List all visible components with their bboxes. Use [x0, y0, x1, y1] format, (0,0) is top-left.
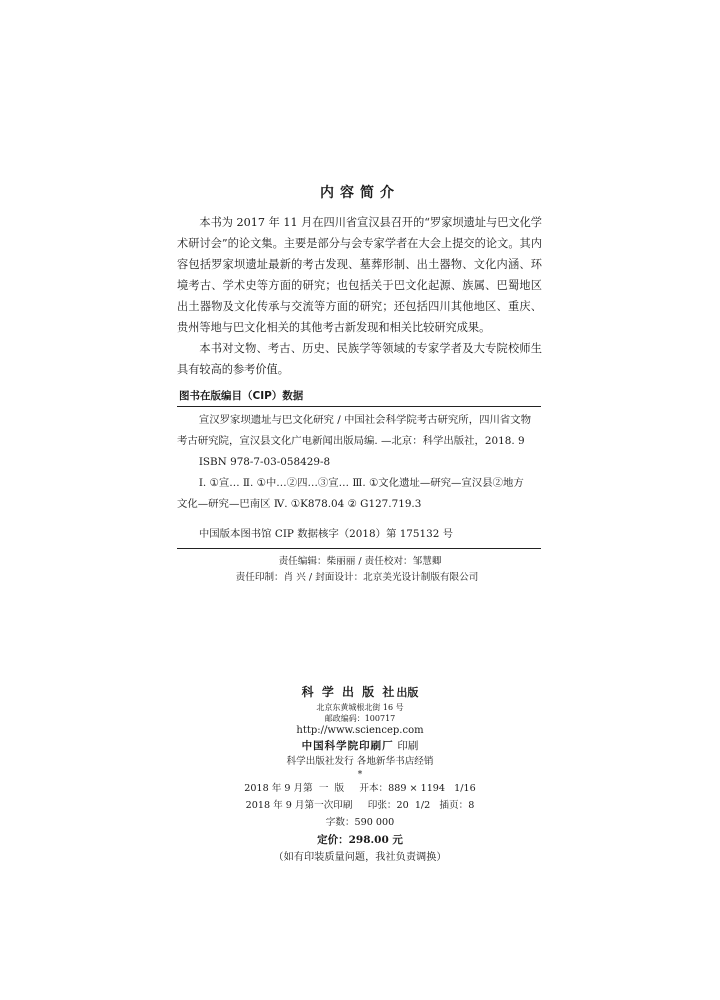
- cip-class-line: Ⅰ. ①宣… Ⅱ. ①中…②四…③宣… Ⅲ. ①文化遗址—研究—宣汉县②地方: [198, 477, 524, 489]
- cip-class-line: 文化—研究—巴南区 Ⅳ. ①K878.04 ② G127.719.3: [177, 498, 422, 510]
- price-label: 定价：: [317, 834, 349, 846]
- divider: [177, 548, 541, 549]
- cip-desc-line: 考古研究院，宣汉县文化广电新闻出版局编. —北京：科学出版社，2018. 9: [177, 435, 525, 447]
- summary-line: 地区出土器物及文化传承与交流等方面的研究；还包括四川其他地区、重: [177, 279, 542, 313]
- edition-spec-line: 2018 年 9 月第 一 版 开本：889 × 1194 1/16: [244, 783, 476, 794]
- separator-star: *: [357, 770, 363, 780]
- cip-heading: 图书在版编目（CIP）数据: [179, 390, 304, 402]
- summary-line: 本书为 2017 年 11 月在四川省宣汉县召开的“罗家坝遗址与巴文化学: [199, 216, 542, 229]
- summary-line: 环境考古、学术史等方面的研究；也包括关于巴文化起源、族属、巴蜀: [177, 258, 542, 292]
- quality-note: （如有印装质量问题，我社负责调换）: [273, 852, 447, 863]
- cip-classification: [177, 473, 541, 515]
- cip-isbn: ISBN 978-7-03-058429-8: [198, 456, 331, 468]
- summary-line: 本书对文物、考古、历史、民族学等领域的专家学者及大专院校师生: [199, 342, 542, 355]
- summary-line: 术研讨会”的论文集。主要是部分与会专家学者在大会上提交的论文。其: [177, 237, 531, 250]
- summary-paragraph-1: [177, 212, 542, 338]
- production-credit: 责任印制：肖 兴 / 封面设计：北京美光设计制版有限公司: [235, 572, 479, 583]
- summary-text: [177, 212, 542, 380]
- publisher-name: [0, 683, 720, 702]
- printer-suffix: 印刷: [397, 740, 419, 752]
- publisher-postcode: 邮政编码：100717: [324, 714, 396, 723]
- publisher-address: 北京东黄城根北街 16 号: [316, 703, 404, 712]
- cip-desc-line: 宣汉罗家坝遗址与巴文化研究 / 中国社会科学院考古研究所，四川省文物: [198, 414, 532, 426]
- price-value: 298.00 元: [348, 834, 403, 846]
- publisher-imprint: [0, 683, 720, 866]
- summary-paragraph-2: [177, 338, 542, 380]
- price: [0, 831, 720, 849]
- summary-title: 内容简介: [320, 185, 400, 201]
- publisher-url: http://www.sciencep.com: [296, 725, 424, 736]
- word-count: 字数：590 000: [325, 817, 395, 828]
- summary-line: 内容包括罗家坝遗址最新的考古发现、墓葬形制、出土器物、文化内涵、: [177, 237, 542, 271]
- publisher-suffix: 出版: [396, 686, 419, 699]
- cip-description: [177, 410, 541, 473]
- publisher-logo-text: 科 学 出 版 社: [301, 685, 397, 699]
- edition-spec-line: 2018 年 9 月第一次印刷 印张：20 1/2 插页：8: [245, 800, 475, 811]
- credits: [0, 554, 720, 586]
- editor-credit: 责任编辑：柴丽丽 / 责任校对：邹慧卿: [278, 556, 442, 567]
- printer-logo-text: 中国科学院印刷厂: [301, 740, 394, 752]
- distribution: 科学出版社发行 各地新华书店经销: [286, 756, 434, 767]
- summary-line: 具有较高的参考价值。: [177, 363, 289, 376]
- printer: [0, 738, 720, 754]
- cip-verification-text: 中国版本图书馆 CIP 数据核字（2018）第 175132 号: [198, 528, 454, 540]
- summary-line: 庆、贵州等地与巴文化相关的其他考古新发现和相关比较研究成果。: [177, 300, 542, 334]
- divider: [177, 406, 541, 407]
- cip-verification: [177, 524, 541, 544]
